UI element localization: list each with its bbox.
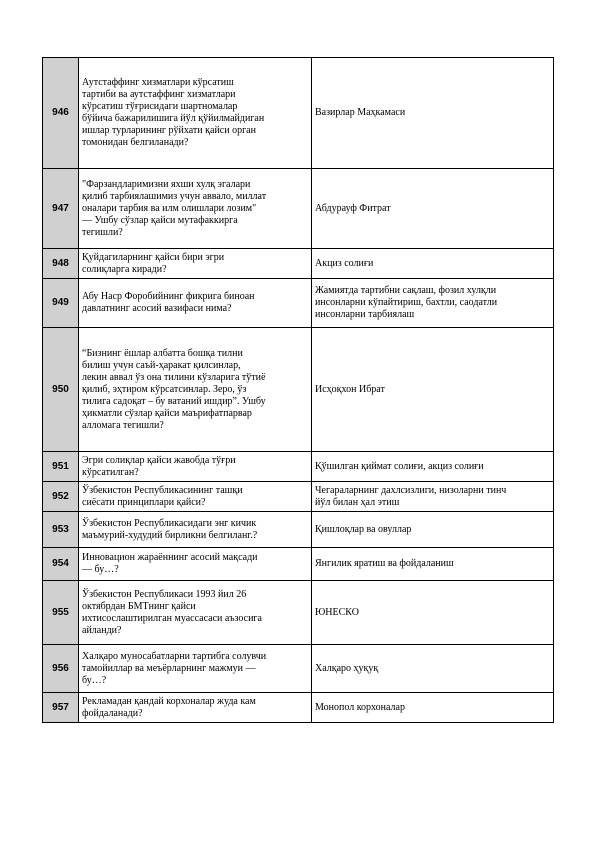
answer-cell: Чегараларнинг дахлсизлиги, низоларни тинч йўл билан ҳал этиш: [312, 482, 554, 512]
table-row: [43, 249, 554, 279]
answer-cell: Акциз солиғи: [312, 249, 554, 279]
question-cell: Ўзбекистон Республикаси 1993 йил 26 октябрдан БМТнинг қайси ихтисослаштирилган муассасаси аъзосига айланди?: [79, 581, 312, 645]
answer-cell: Жамиятда тартибни сақлаш, фозил хулқли инсонларни кўпайтириш, бахтли, саодатли инсонларни тарбиялаш: [312, 279, 554, 328]
question-cell: Қуйдагиларнинг қайси бири эгри солиқларга киради?: [79, 249, 312, 279]
table-row: [43, 581, 554, 645]
row-number: 953: [43, 512, 79, 548]
table-row: [43, 58, 554, 169]
answer-cell: Исҳоқхон Ибрат: [312, 328, 554, 452]
question-cell: Эгри солиқлар қайси жавобда тўғри кўрсатилган?: [79, 452, 312, 482]
row-number: 949: [43, 279, 79, 328]
answer-cell: Вазирлар Маҳкамаси: [312, 58, 554, 169]
questions-table: [42, 57, 554, 723]
question-cell: Ўзбекистон Республикасининг ташқи сиёсати принциплари қайси?: [79, 482, 312, 512]
table-row: [43, 693, 554, 723]
questions-table-body: [43, 58, 554, 723]
answer-cell: Халқаро ҳуқуқ: [312, 645, 554, 693]
row-number: 947: [43, 169, 79, 249]
row-number: 954: [43, 548, 79, 581]
answer-cell: Қўшилган қиймат солиғи, акциз солиғи: [312, 452, 554, 482]
table-row: [43, 169, 554, 249]
table-row: [43, 482, 554, 512]
row-number: 956: [43, 645, 79, 693]
question-cell: "Фарзандларимизни яхши хулқ эгалари қилиб тарбиялашимиз учун аввало, миллат оналари тарбия ва илм олишлари лозим" — Ушбу сўзлар қайси мутафаккирга тегишли?: [79, 169, 312, 249]
row-number: 948: [43, 249, 79, 279]
question-cell: Аутстаффинг хизматлари кўрсатиш тартиби ва аутстаффинг хизматлари кўрсатиш тўғрисидаги шартномалар бўйича бажарилишига йўл қўйилмайдиган ишлар турларининг рўйхати қайси орган томонидан белгиланади?: [79, 58, 312, 169]
answer-cell: Монопол корхоналар: [312, 693, 554, 723]
table-row: [43, 512, 554, 548]
answer-cell: Қишлоқлар ва овуллар: [312, 512, 554, 548]
question-cell: Рекламадан қандай корхоналар жуда кам фойдаланади?: [79, 693, 312, 723]
table-row: [43, 548, 554, 581]
table-row: [43, 328, 554, 452]
row-number: 952: [43, 482, 79, 512]
row-number: 950: [43, 328, 79, 452]
question-cell: Абу Наср Форобийнинг фикрига биноан давлатнинг асосий вазифаси нима?: [79, 279, 312, 328]
row-number: 955: [43, 581, 79, 645]
table-row: [43, 452, 554, 482]
row-number: 951: [43, 452, 79, 482]
question-cell: “Бизнинг ёшлар албатта бошқа тилни билиш учун саъй-ҳаракат қилсинлар, лекин аввал ўз она тилини кўзларига тўтиё қилиб, эҳтиром кўрсатсинлар. Зеро, ўз тилига садоқат – бу ватаний ишдир”. Ушбу ҳикматли сўзлар қайси маърифатпарвар алломага тегишли?: [79, 328, 312, 452]
table-row: [43, 645, 554, 693]
question-cell: Халқаро муносабатларни тартибга солувчи тамойиллар ва меъёрларнинг мажмуи — бу…?: [79, 645, 312, 693]
answer-cell: ЮНЕСКО: [312, 581, 554, 645]
answer-cell: Янгилик яратиш ва фойдаланиш: [312, 548, 554, 581]
answer-cell: Абдурауф Фитрат: [312, 169, 554, 249]
table-row: [43, 279, 554, 328]
row-number: 957: [43, 693, 79, 723]
question-cell: Ўзбекистон Республикасидаги энг кичик маъмурий-худудий бирликни белгиланг.?: [79, 512, 312, 548]
row-number: 946: [43, 58, 79, 169]
question-cell: Инновацион жараённинг асосий мақсади — бу…?: [79, 548, 312, 581]
